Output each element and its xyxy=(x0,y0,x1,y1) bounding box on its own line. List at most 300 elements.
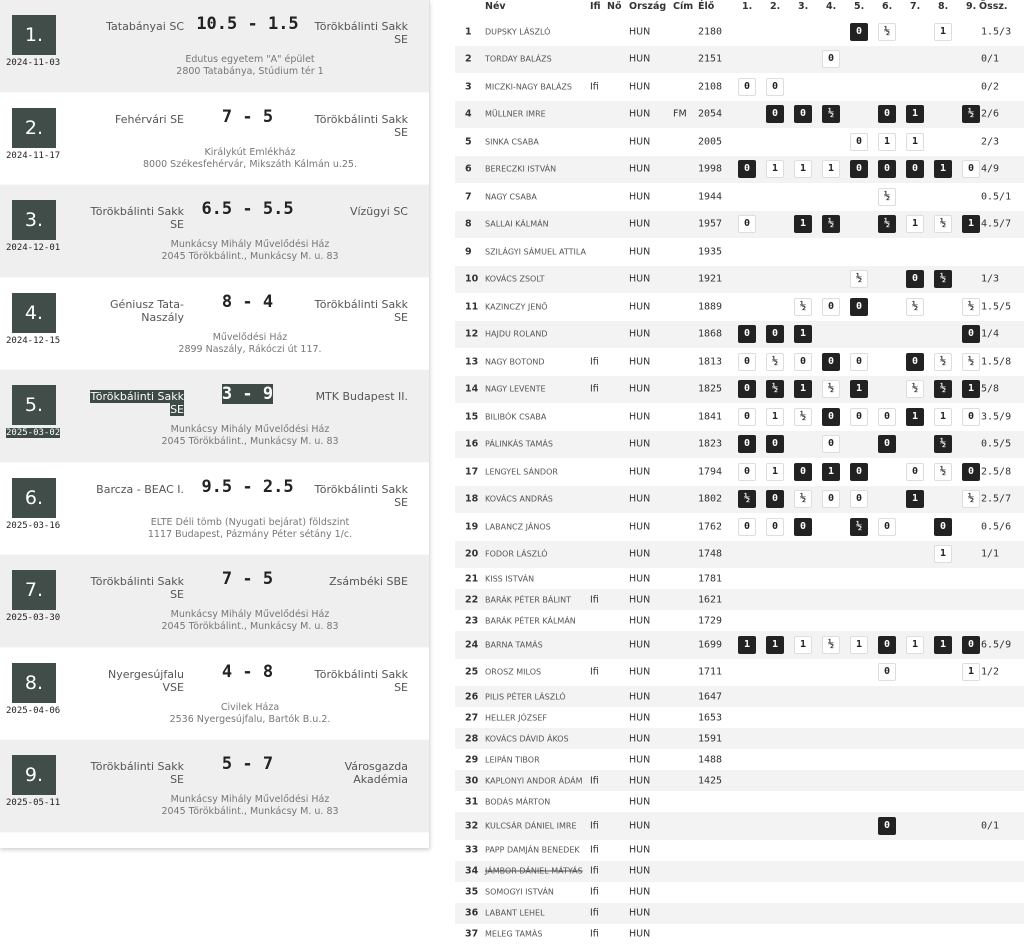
round-result: 1 xyxy=(934,23,952,41)
table-header xyxy=(455,0,1024,18)
total-score: 2/3 xyxy=(981,136,1000,148)
player-name[interactable]: LENGYEL SÁNDOR xyxy=(485,467,558,477)
away-team: Törökbálinti Sakk SE xyxy=(314,112,408,139)
total-score: 1.5/3 xyxy=(981,26,1012,38)
round-result: 0 xyxy=(962,408,980,426)
away-team: Vízügyi SC xyxy=(349,205,408,218)
country: HUN xyxy=(629,136,651,148)
country: HUN xyxy=(629,775,651,786)
row-number: 7 xyxy=(465,191,472,203)
elo-rating: 2005 xyxy=(698,136,723,148)
country: HUN xyxy=(629,328,651,340)
round-result: 1 xyxy=(934,636,952,654)
total-score: 0/2 xyxy=(981,81,1000,93)
home-team: Géniusz Tata-Naszály xyxy=(110,297,184,324)
home-team: Nyergesújfalu VSE xyxy=(108,667,184,694)
row-number: 10 xyxy=(465,273,479,285)
country: HUN xyxy=(629,907,651,919)
round-result: 0 xyxy=(878,105,896,123)
total-score: 4/9 xyxy=(981,163,1000,175)
round-result: ½ xyxy=(962,298,980,316)
round-result: 1 xyxy=(934,160,952,178)
header-round-6[interactable]: 6. xyxy=(882,1,893,12)
elo-rating: 1935 xyxy=(698,246,723,258)
ifi-flag: Ifi xyxy=(590,775,599,786)
table-row xyxy=(455,610,1024,631)
row-number: 25 xyxy=(465,666,479,678)
elo-rating: 1957 xyxy=(698,218,723,230)
player-name[interactable]: NAGY CSABA xyxy=(485,192,537,202)
total-score: 0.5/5 xyxy=(981,438,1012,450)
ifi-flag: Ifi xyxy=(590,865,599,877)
round-result: 0 xyxy=(850,463,868,481)
away-team: MTK Budapest II. xyxy=(315,390,408,403)
table-row xyxy=(455,156,1024,184)
round-result: ½ xyxy=(962,490,980,508)
round-result: 0 xyxy=(878,435,896,453)
venue: Művelődési Ház 2899 Naszály, Rákóczi út 117. xyxy=(178,331,322,355)
round-badge: 6. xyxy=(12,478,56,518)
row-number: 20 xyxy=(465,548,479,560)
player-name[interactable]: KOVÁCS DÁVID ÁKOS xyxy=(485,734,569,743)
table-row xyxy=(455,458,1024,486)
match-card xyxy=(0,463,429,556)
player-name[interactable]: PAPP DAMJÁN BENEDEK xyxy=(485,845,580,855)
round-result: 0 xyxy=(766,325,784,343)
player-name[interactable]: HAJDU ROLAND xyxy=(485,329,548,339)
away-team: Törökbálinti Sakk SE xyxy=(314,667,408,694)
round-result: 0 xyxy=(766,105,784,123)
round-result: ½ xyxy=(822,380,840,398)
row-number: 16 xyxy=(465,438,479,450)
player-name[interactable]: BODÁS MÁRTON xyxy=(485,797,551,806)
round-result: 0 xyxy=(822,408,840,426)
row-number: 15 xyxy=(465,411,479,423)
player-name[interactable]: FODOR LÁSZLÓ xyxy=(485,549,548,559)
round-result: 0 xyxy=(906,353,924,371)
country: HUN xyxy=(629,191,651,203)
match-score: 7 - 5 xyxy=(221,106,274,127)
round-badge: 1. xyxy=(12,15,56,55)
country: HUN xyxy=(629,53,651,65)
country: HUN xyxy=(629,844,651,856)
elo-rating: 1653 xyxy=(698,712,723,723)
round-result: 0 xyxy=(822,490,840,508)
round-result: ½ xyxy=(962,353,980,371)
home-team: Barcza - BEAC I. xyxy=(96,482,184,496)
away-team: Városgazda Akadémia xyxy=(344,760,408,786)
match-card xyxy=(0,278,429,371)
country: HUN xyxy=(629,108,651,120)
venue: ELTE Déli tömb (Nyugati bejárat) földszint 1117 Budapest, Pázmány Péter sétány 1/c. xyxy=(147,516,353,540)
player-name[interactable]: HELLER JÓZSEF xyxy=(485,713,548,722)
match-card xyxy=(0,0,429,93)
header-round-7[interactable]: 7. xyxy=(910,1,921,12)
elo-rating: 1868 xyxy=(698,328,723,340)
round-result: 0 xyxy=(850,353,868,371)
round-result: 0 xyxy=(766,490,784,508)
title: FM xyxy=(673,108,687,120)
row-number: 33 xyxy=(465,844,479,856)
home-team: Törökbálinti Sakk SE xyxy=(90,575,184,601)
player-name[interactable]: KOVÁCS ZSOLT xyxy=(485,274,545,284)
round-result: 1 xyxy=(906,105,924,123)
player-name[interactable]: SINKA CSABA xyxy=(485,137,539,147)
header-country[interactable]: Ország xyxy=(629,1,667,12)
row-number: 18 xyxy=(465,493,479,505)
country: HUN xyxy=(629,666,651,678)
elo-rating: 1944 xyxy=(698,191,723,203)
round-result: ½ xyxy=(962,105,980,123)
row-number: 31 xyxy=(465,796,479,807)
row-number: 1 xyxy=(465,26,472,38)
round-result: ½ xyxy=(878,23,896,41)
total-score: 1/4 xyxy=(981,328,1000,340)
total-score: 1.5/5 xyxy=(981,301,1012,313)
match-score: 3 - 9 xyxy=(221,384,274,404)
player-name[interactable]: JÁMBOR DÁNIEL MÁTYÁS xyxy=(485,866,583,876)
round-badge: 8. xyxy=(12,663,56,703)
country: HUN xyxy=(629,615,651,626)
player-name[interactable]: BILIBÓK CSABA xyxy=(485,412,547,422)
player-name[interactable]: SALLAI KÁLMÁN xyxy=(485,219,549,229)
elo-rating: 1794 xyxy=(698,466,723,478)
round-result: ½ xyxy=(934,215,952,233)
match-date: 2025-04-06 xyxy=(6,705,61,716)
total-score: 2/6 xyxy=(981,108,1000,120)
round-result: ½ xyxy=(934,435,952,453)
player-name[interactable]: MELEG TAMÁS xyxy=(485,929,543,939)
venue: Civilek Háza 2536 Nyergesújfalu, Bartók B.u.2. xyxy=(169,701,331,725)
country: HUN xyxy=(629,411,651,423)
total-score: 0.5/1 xyxy=(981,191,1012,203)
player-name[interactable]: LABANT LEHEL xyxy=(485,908,545,918)
player-name[interactable]: DUPSKY LÁSZLÓ xyxy=(485,27,551,37)
row-number: 3 xyxy=(465,81,472,93)
table-row xyxy=(455,541,1024,569)
elo-rating: 2108 xyxy=(698,81,723,93)
country: HUN xyxy=(629,356,651,368)
player-name[interactable]: KULCSÁR DÁNIEL IMRE xyxy=(485,821,577,831)
row-number: 5 xyxy=(465,136,472,148)
round-result: 0 xyxy=(850,490,868,508)
table-row xyxy=(455,659,1024,687)
header-elo[interactable]: Élő xyxy=(698,1,715,12)
table-row xyxy=(455,568,1024,589)
round-result: 1 xyxy=(766,408,784,426)
row-number: 27 xyxy=(465,712,479,723)
match-score: 6.5 - 5.5 xyxy=(201,199,294,219)
round-badge: 4. xyxy=(12,293,56,333)
row-number: 34 xyxy=(465,865,479,877)
row-number: 30 xyxy=(465,775,479,786)
header-total[interactable]: Össz. xyxy=(979,1,1008,12)
venue: Munkácsy Mihály Művelődési Ház 2045 Törökbálint., Munkácsy M. u. 83 xyxy=(161,794,339,817)
table-row xyxy=(455,431,1024,459)
header-round-9[interactable]: 9. xyxy=(966,1,977,12)
round-result: 1 xyxy=(962,215,980,233)
table-row xyxy=(455,403,1024,431)
round-result: 1 xyxy=(766,636,784,654)
round-result: 0 xyxy=(906,160,924,178)
player-name[interactable]: PÁLINKÁS TAMÁS xyxy=(485,439,553,449)
elo-rating: 2180 xyxy=(698,26,723,38)
row-number: 23 xyxy=(465,615,479,626)
round-result: 0 xyxy=(738,380,756,398)
round-result: 1 xyxy=(738,636,756,654)
match-date: 2025-03-16 xyxy=(6,520,61,531)
player-name[interactable]: LABANCZ JÁNOS xyxy=(485,522,551,532)
match-card xyxy=(0,370,429,463)
country: HUN xyxy=(629,639,651,651)
player-name[interactable]: NAGY BOTOND xyxy=(485,357,545,367)
elo-rating: 1813 xyxy=(698,356,723,368)
country: HUN xyxy=(629,218,651,230)
round-result: ½ xyxy=(934,353,952,371)
table-row xyxy=(455,73,1024,101)
ifi-flag: Ifi xyxy=(590,928,599,940)
match-card xyxy=(0,740,429,833)
round-badge: 2. xyxy=(12,108,56,148)
round-result: 1 xyxy=(794,325,812,343)
row-number: 24 xyxy=(465,639,479,651)
table-row xyxy=(455,631,1024,659)
player-name[interactable]: SZILÁGYI SÁMUEL ATTILA xyxy=(485,247,586,257)
row-number: 13 xyxy=(465,356,479,368)
total-score: 3.5/9 xyxy=(981,411,1012,423)
match-card xyxy=(0,648,429,741)
player-name[interactable]: BARÁK PÉTER BÁLINT xyxy=(485,595,572,604)
player-name[interactable]: KISS ISTVÁN xyxy=(485,574,535,583)
country: HUN xyxy=(629,493,651,505)
round-result: 0 xyxy=(822,435,840,453)
elo-rating: 2054 xyxy=(698,108,723,120)
round-result: 0 xyxy=(738,408,756,426)
round-result: 1 xyxy=(794,636,812,654)
table-row xyxy=(455,882,1024,903)
round-badge: 3. xyxy=(12,200,56,240)
home-team: Fehérvári SE xyxy=(114,112,184,126)
player-name[interactable]: SOMOGYI ISTVÁN xyxy=(485,887,554,897)
round-badge: 9. xyxy=(12,755,56,795)
venue: Munkácsy Mihály Művelődési Ház 2045 Törökbálint., Munkácsy M. u. 83 xyxy=(161,424,339,447)
row-number: 11 xyxy=(465,301,479,313)
row-number: 9 xyxy=(465,246,472,258)
table-row xyxy=(455,128,1024,156)
player-name[interactable]: KAZINCZY JENŐ xyxy=(485,302,548,312)
elo-rating: 1841 xyxy=(698,411,723,423)
away-team: Törökbálinti Sakk SE xyxy=(314,20,408,46)
round-result: 1 xyxy=(794,215,812,233)
row-number: 28 xyxy=(465,733,479,744)
venue: Munkácsy Mihály Művelődési Ház 2045 Törökbálint., Munkácsy M. u. 83 xyxy=(161,609,339,632)
match-date: 2025-03-30 xyxy=(6,613,61,623)
round-result: 1 xyxy=(794,160,812,178)
player-name[interactable]: BARNA TAMÁS xyxy=(485,640,543,650)
round-result: ½ xyxy=(766,353,784,371)
elo-rating: 1647 xyxy=(698,691,723,702)
round-result: ½ xyxy=(794,408,812,426)
round-result: 0 xyxy=(794,518,812,536)
round-result: 0 xyxy=(738,435,756,453)
round-result: 1 xyxy=(906,408,924,426)
round-result: ½ xyxy=(822,636,840,654)
round-result: 0 xyxy=(794,463,812,481)
round-result: 1 xyxy=(766,160,784,178)
match-score: 7 - 5 xyxy=(221,569,274,589)
match-score: 10.5 - 1.5 xyxy=(196,14,299,34)
header-round-2[interactable]: 2. xyxy=(770,1,781,12)
total-score: 1/2 xyxy=(981,666,1000,678)
round-result: 1 xyxy=(906,133,924,151)
header-round-3[interactable]: 3. xyxy=(798,1,809,12)
round-result: ½ xyxy=(822,105,840,123)
table-row xyxy=(455,321,1024,349)
round-result: 0 xyxy=(878,160,896,178)
country: HUN xyxy=(629,712,651,723)
round-result: 0 xyxy=(906,463,924,481)
total-score: 1/1 xyxy=(981,548,1000,560)
home-team: Törökbálinti Sakk SE xyxy=(90,390,184,416)
match-card xyxy=(0,93,429,186)
country: HUN xyxy=(629,81,651,93)
header-round-5[interactable]: 5. xyxy=(854,1,865,12)
ifi-flag: Ifi xyxy=(590,666,599,678)
round-result: 0 xyxy=(962,160,980,178)
header-round-1[interactable]: 1. xyxy=(742,1,753,12)
round-result: 0 xyxy=(850,133,868,151)
round-result: ½ xyxy=(794,298,812,316)
elo-rating: 1729 xyxy=(698,615,723,626)
table-row xyxy=(455,18,1024,46)
round-result: 0 xyxy=(766,518,784,536)
header-round-8[interactable]: 8. xyxy=(938,1,949,12)
country: HUN xyxy=(629,928,651,940)
country: HUN xyxy=(629,438,651,450)
country: HUN xyxy=(629,733,651,744)
country: HUN xyxy=(629,594,651,605)
round-result: 0 xyxy=(878,408,896,426)
table-row xyxy=(455,46,1024,74)
match-date: 2025-03-02 xyxy=(6,428,61,438)
country: HUN xyxy=(629,820,651,832)
match-score: 9.5 - 2.5 xyxy=(201,476,294,497)
table-row xyxy=(455,183,1024,211)
round-result: 1 xyxy=(850,636,868,654)
elo-rating: 1748 xyxy=(698,548,723,560)
row-number: 32 xyxy=(465,820,479,832)
player-name[interactable]: TORDAY BALÁZS xyxy=(485,54,552,64)
match-card xyxy=(0,185,429,278)
player-name[interactable]: MICZKI-NAGY BALÁZS xyxy=(485,82,572,92)
round-result: ½ xyxy=(934,380,952,398)
round-result: 0 xyxy=(822,298,840,316)
round-result: 1 xyxy=(822,463,840,481)
venue: Munkácsy Mihály Művelődési Ház 2045 Törökbálint., Munkácsy M. u. 83 xyxy=(161,239,339,262)
header-round-4[interactable]: 4. xyxy=(826,1,837,12)
table-row xyxy=(455,486,1024,514)
table-row xyxy=(455,293,1024,321)
header-name[interactable]: Név xyxy=(485,1,506,12)
match-date: 2024-11-17 xyxy=(6,150,61,161)
round-result: 1 xyxy=(934,545,952,563)
elo-rating: 1921 xyxy=(698,273,723,285)
row-number: 4 xyxy=(465,108,472,120)
match-score: 8 - 4 xyxy=(221,291,274,312)
round-result: ½ xyxy=(934,270,952,288)
round-result: 0 xyxy=(738,78,756,96)
elo-rating: 1711 xyxy=(698,666,723,678)
round-result: 1 xyxy=(850,380,868,398)
player-name[interactable]: LEIPÁN TIBOR xyxy=(485,755,540,764)
row-number: 35 xyxy=(465,886,479,898)
ifi-flag: Ifi xyxy=(590,81,599,93)
ifi-flag: Ifi xyxy=(590,886,599,898)
round-result: 0 xyxy=(906,270,924,288)
player-name[interactable]: BARÁK PÉTER KÁLMÁN xyxy=(485,616,576,625)
table-row xyxy=(455,589,1024,610)
round-result: 1 xyxy=(962,663,980,681)
round-result: ½ xyxy=(822,215,840,233)
country: HUN xyxy=(629,548,651,560)
header-no[interactable]: Nő xyxy=(607,1,622,12)
player-results-table xyxy=(455,0,1024,940)
round-result: 0 xyxy=(850,160,868,178)
round-result: 0 xyxy=(766,78,784,96)
round-result: ½ xyxy=(766,380,784,398)
round-result: 0 xyxy=(962,636,980,654)
country: HUN xyxy=(629,383,651,395)
total-score: 2.5/8 xyxy=(981,466,1012,478)
round-result: 1 xyxy=(962,380,980,398)
player-name[interactable]: NAGY LEVENTE xyxy=(485,384,546,394)
table-row xyxy=(455,728,1024,749)
table-row xyxy=(455,812,1024,840)
away-team: Törökbálinti Sakk SE xyxy=(314,297,408,324)
round-result: 0 xyxy=(794,105,812,123)
player-name[interactable]: MÜLLNER IMRE xyxy=(485,109,546,119)
row-number: 17 xyxy=(465,466,479,478)
row-number: 19 xyxy=(465,521,479,533)
player-name[interactable]: KOVÁCS ANDRÁS xyxy=(485,494,553,504)
header-title[interactable]: Cím xyxy=(673,1,694,12)
ifi-flag: Ifi xyxy=(590,907,599,919)
round-result: 0 xyxy=(934,518,952,536)
player-name[interactable]: BERECZKI ISTVÁN xyxy=(485,164,557,174)
round-result: 1 xyxy=(906,215,924,233)
table-row xyxy=(455,101,1024,129)
row-number: 12 xyxy=(465,328,479,340)
round-result: 1 xyxy=(794,380,812,398)
player-name[interactable]: PILIS PÉTER LÁSZLÓ xyxy=(485,692,566,701)
home-team: Törökbálinti Sakk SE xyxy=(90,205,184,231)
header-ifi[interactable]: Ifi xyxy=(590,1,601,12)
player-name[interactable]: KAPLONYI ANDOR ÁDÁM xyxy=(485,776,583,785)
elo-rating: 1889 xyxy=(698,301,723,313)
total-score: 4.5/7 xyxy=(981,218,1012,230)
match-date: 2025-05-11 xyxy=(6,798,61,808)
elo-rating: 1425 xyxy=(698,775,723,786)
row-number: 8 xyxy=(465,218,472,230)
match-date: 2024-11-03 xyxy=(6,58,61,68)
row-number: 22 xyxy=(465,594,479,605)
ifi-flag: Ifi xyxy=(590,594,599,605)
round-result: 0 xyxy=(738,325,756,343)
player-name[interactable]: OROSZ MILOS xyxy=(485,667,542,677)
round-result: 0 xyxy=(850,408,868,426)
round-result: 0 xyxy=(738,215,756,233)
country: HUN xyxy=(629,521,651,533)
